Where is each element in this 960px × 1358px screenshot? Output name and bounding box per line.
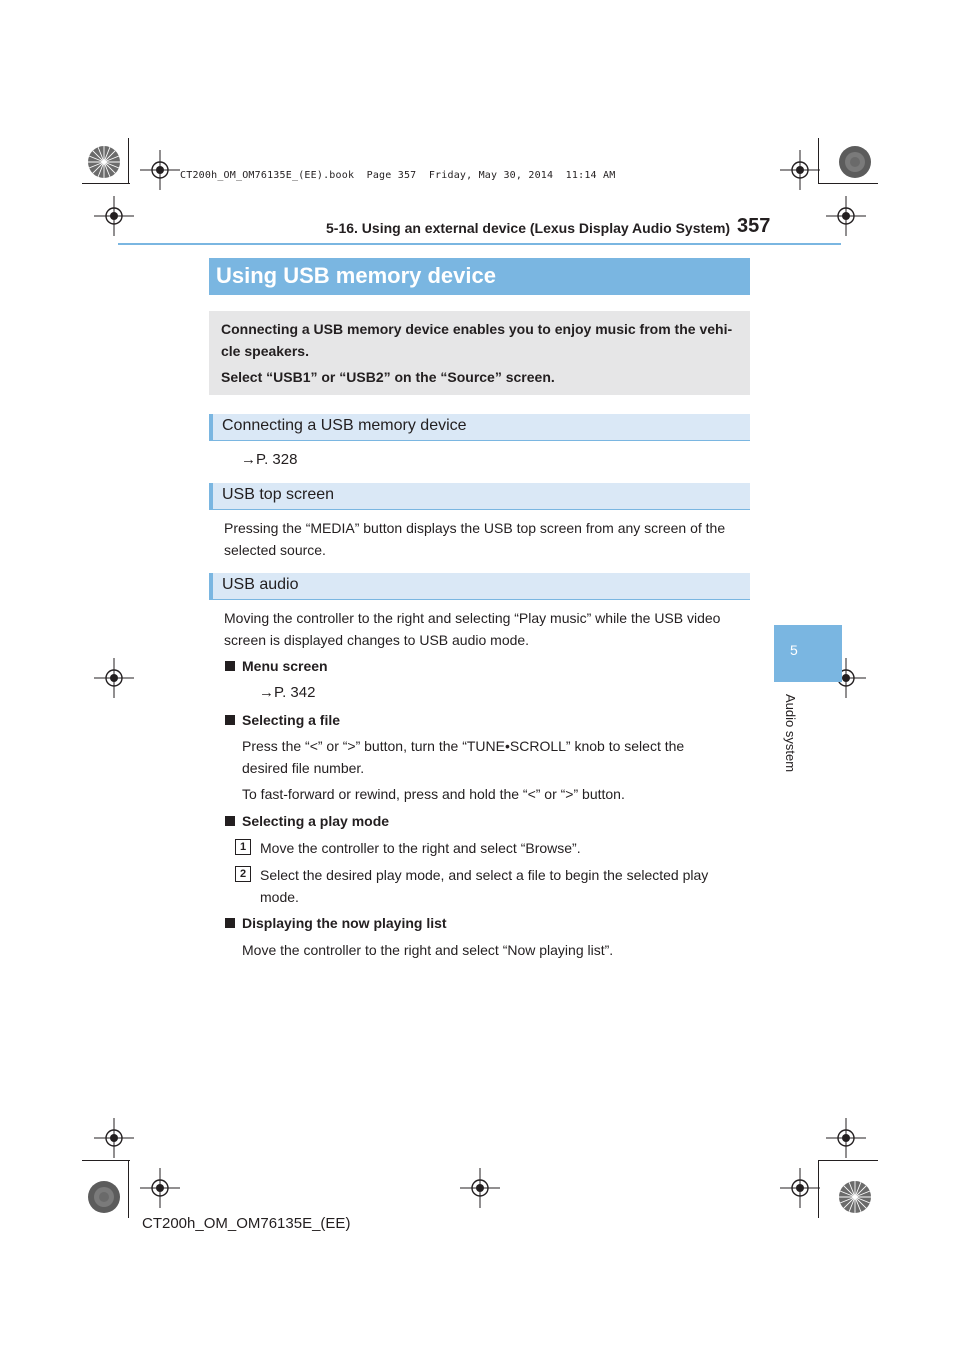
registration-mark-icon bbox=[140, 150, 180, 190]
section-heading-text: Connecting a USB memory device bbox=[222, 417, 467, 434]
chapter-number: 5 bbox=[790, 642, 798, 658]
header-rule bbox=[118, 243, 841, 245]
star-target-icon bbox=[87, 145, 121, 179]
registration-mark-icon bbox=[826, 1118, 866, 1158]
page-reference-link[interactable]: →P. 328 bbox=[241, 451, 298, 468]
section-heading-connecting bbox=[209, 414, 750, 441]
section-heading-audio bbox=[209, 573, 750, 600]
gray-disc-icon bbox=[838, 145, 872, 179]
chapter-title: Audio system bbox=[783, 694, 798, 773]
paragraph-line: Moving the controller to the right and selecting “Play music” while the USB video bbox=[224, 610, 721, 626]
paragraph-line: Press the “<” or “>” button, turn the “TUNE•SCROLL” knob to select the bbox=[242, 738, 685, 754]
registration-mark-icon bbox=[94, 196, 134, 236]
registration-mark-icon bbox=[826, 196, 866, 236]
chapter-tab bbox=[774, 625, 842, 682]
paragraph-line: desired file number. bbox=[242, 760, 365, 776]
bullet-square-icon bbox=[225, 918, 235, 928]
crop-mark bbox=[82, 183, 130, 184]
paragraph-line: Pressing the “MEDIA” button displays the USB top screen from any screen of the bbox=[224, 520, 726, 536]
intro-line: Select “USB1” or “USB2” on the “Source” screen. bbox=[221, 369, 555, 385]
paragraph-line: screen is displayed changes to USB audio mode. bbox=[224, 632, 530, 648]
registration-mark-icon bbox=[94, 658, 134, 698]
step-text: mode. bbox=[260, 889, 299, 905]
bullet-square-icon bbox=[225, 816, 235, 826]
subheading-now-playing: Displaying the now playing list bbox=[242, 915, 447, 931]
section-heading-text: USB top screen bbox=[222, 486, 335, 503]
footer-document-code: CT200h_OM_OM76135E_(EE) bbox=[142, 1215, 351, 1232]
registration-mark-icon bbox=[780, 1168, 820, 1208]
registration-mark-icon bbox=[140, 1168, 180, 1208]
crop-mark bbox=[128, 1160, 129, 1218]
star-target-icon bbox=[838, 1180, 872, 1214]
subheading-play-mode: Selecting a play mode bbox=[242, 813, 390, 829]
section-heading-text: USB audio bbox=[222, 576, 299, 593]
bullet-square-icon bbox=[225, 661, 235, 671]
step-number-badge: 1 bbox=[235, 839, 251, 855]
paragraph-line: To fast-forward or rewind, press and hold the “<” or “>” button. bbox=[242, 786, 625, 802]
crop-mark bbox=[818, 1160, 878, 1161]
book-info-line: CT200h_OM_OM76135E_(EE).book Page 357 Friday, May 30, 2014 11:14 AM bbox=[180, 170, 616, 181]
registration-mark-icon bbox=[460, 1168, 500, 1208]
subheading-selecting-file: Selecting a file bbox=[242, 712, 341, 728]
section-heading-top-screen bbox=[209, 483, 750, 510]
bullet-square-icon bbox=[225, 715, 235, 725]
main-heading-text: Using USB memory device bbox=[216, 263, 496, 288]
crop-mark bbox=[128, 138, 129, 184]
intro-line: Connecting a USB memory device enables you to enjoy music from the vehi- bbox=[221, 321, 733, 337]
crop-mark bbox=[818, 183, 878, 184]
paragraph-line: selected source. bbox=[224, 542, 326, 558]
running-title: 5-16. Using an external device (Lexus Display Audio System) bbox=[326, 220, 731, 236]
page-reference-link[interactable]: →P. 342 bbox=[259, 684, 316, 701]
subheading-menu-screen: Menu screen bbox=[242, 658, 328, 674]
intro-box bbox=[209, 311, 750, 395]
step-text: Move the controller to the right and select “Browse”. bbox=[260, 840, 581, 856]
page-number: 357 bbox=[737, 215, 771, 237]
step-number-badge: 2 bbox=[235, 866, 251, 882]
step-text: Select the desired play mode, and select a file to begin the selected play bbox=[260, 867, 709, 883]
crop-mark bbox=[82, 1160, 130, 1161]
registration-mark-icon bbox=[780, 150, 820, 190]
main-heading bbox=[209, 258, 750, 295]
gray-disc-icon bbox=[87, 1180, 121, 1214]
intro-line: cle speakers. bbox=[221, 343, 309, 359]
paragraph-line: Move the controller to the right and select “Now playing list”. bbox=[242, 942, 614, 958]
registration-mark-icon bbox=[94, 1118, 134, 1158]
